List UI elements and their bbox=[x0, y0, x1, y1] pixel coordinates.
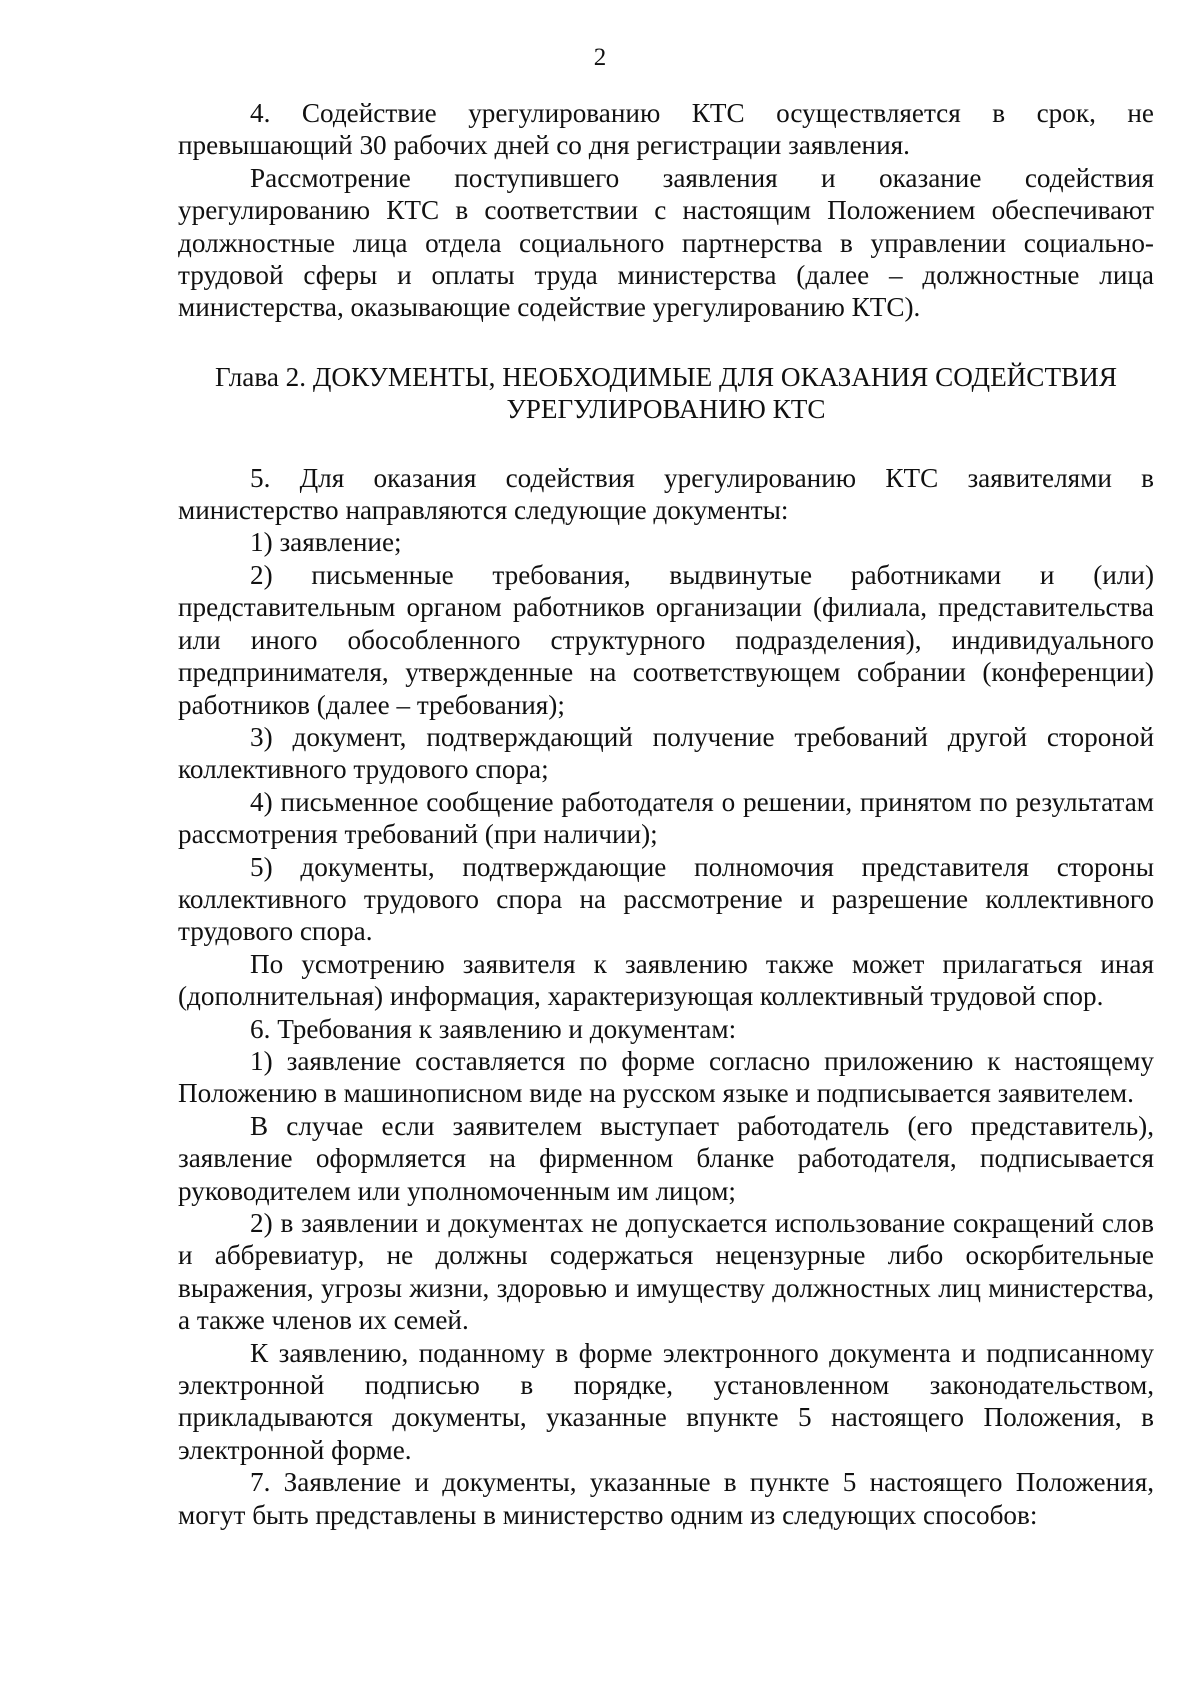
paragraph-6-item-1: 1) заявление составляется по форме согласно приложению к настоящему Положению в машинописном виде на русском языке и подписывается заявителем. bbox=[178, 1045, 1154, 1109]
document-body bbox=[178, 97, 1154, 1531]
page-number: 2 bbox=[593, 44, 607, 71]
chapter-2-heading-line-1: Глава 2. ДОКУМЕНТЫ, НЕОБХОДИМЫЕ ДЛЯ ОКАЗАНИЯ СОДЕЙСТВИЯ bbox=[215, 361, 1117, 392]
paragraph-5-item-3: 3) документ, подтверждающий получение требований другой стороной коллективного трудового спора; bbox=[178, 721, 1154, 785]
paragraph-5-item-5: 5) документы, подтверждающие полномочия представителя стороны коллективного трудового спора на рассмотрение и разрешение коллективного трудового спора. bbox=[178, 851, 1154, 947]
paragraph-5-extra-info: По усмотрению заявителя к заявлению также может прилагаться иная (дополнительная) информация, характеризующая коллективный трудовой спор. bbox=[178, 948, 1154, 1012]
paragraph-6-intro: 6. Требования к заявлению и документам: bbox=[250, 1013, 737, 1044]
paragraph-4: 4. Содействие урегулированию КТС осуществляется в срок, не превышающий 30 рабочих дней со дня регистрации заявления. bbox=[178, 98, 1154, 161]
paragraph-4-consideration: Рассмотрение поступившего заявления и оказание содействия урегулированию КТС в соответствии с настоящим Положением обеспечивают должностные лица отдела социального партнерства в управлении социально-трудовой сферы и оплаты труда министерства (далее – должностные лица министерства, оказывающие содействие урегулированию КТС). bbox=[178, 162, 1154, 323]
paragraph-5-intro: 5. Для оказания содействия урегулированию КТС заявителями в министерство направляются следующие документы: bbox=[178, 462, 1154, 526]
paragraph-5-item-1: 1) заявление; bbox=[250, 527, 402, 558]
paragraph-7-intro: 7. Заявление и документы, указанные в пункте 5 настоящего Положения, могут быть представлены в министерство одним из следующих способов: bbox=[178, 1467, 1154, 1530]
paragraph-5-item-4: 4) письменное сообщение работодателя о решении, принятом по результатам рассмотрения требований (при наличии); bbox=[178, 786, 1154, 850]
paragraph-6-electronic: К заявлению, поданному в форме электронного документа и подписанному электронной подписью в порядке, установленном законодательством, прикладываются документы, указанные впункте 5 настоящего Положения, в электронной форме. bbox=[178, 1337, 1154, 1465]
paragraph-6-employer: В случае если заявителем выступает работодатель (его представитель), заявление оформляется на фирменном бланке работодателя, подписывается руководителем или уполномоченным им лицом; bbox=[178, 1110, 1154, 1206]
chapter-2-heading-line-2: УРЕГУЛИРОВАНИЮ КТС bbox=[506, 394, 826, 425]
paragraph-6-item-2: 2) в заявлении и документах не допускается использование сокращений слов и аббревиатур, не должны содержаться нецензурные либо оскорбительные выражения, угрозы жизни, здоровью и имуществу должностных лиц министерства, а также членов их семей. bbox=[178, 1208, 1154, 1336]
chapter-2-heading bbox=[178, 361, 1154, 426]
paragraph-5-item-2: 2) письменные требования, выдвинутые работниками и (или) представительным органом работников организации (филиала, представительства или иного обособленного структурного подразделения), индивидуального предпринимателя, утвержденные на соответствующем собрании (конференции) работников (далее – требования); bbox=[178, 559, 1154, 720]
